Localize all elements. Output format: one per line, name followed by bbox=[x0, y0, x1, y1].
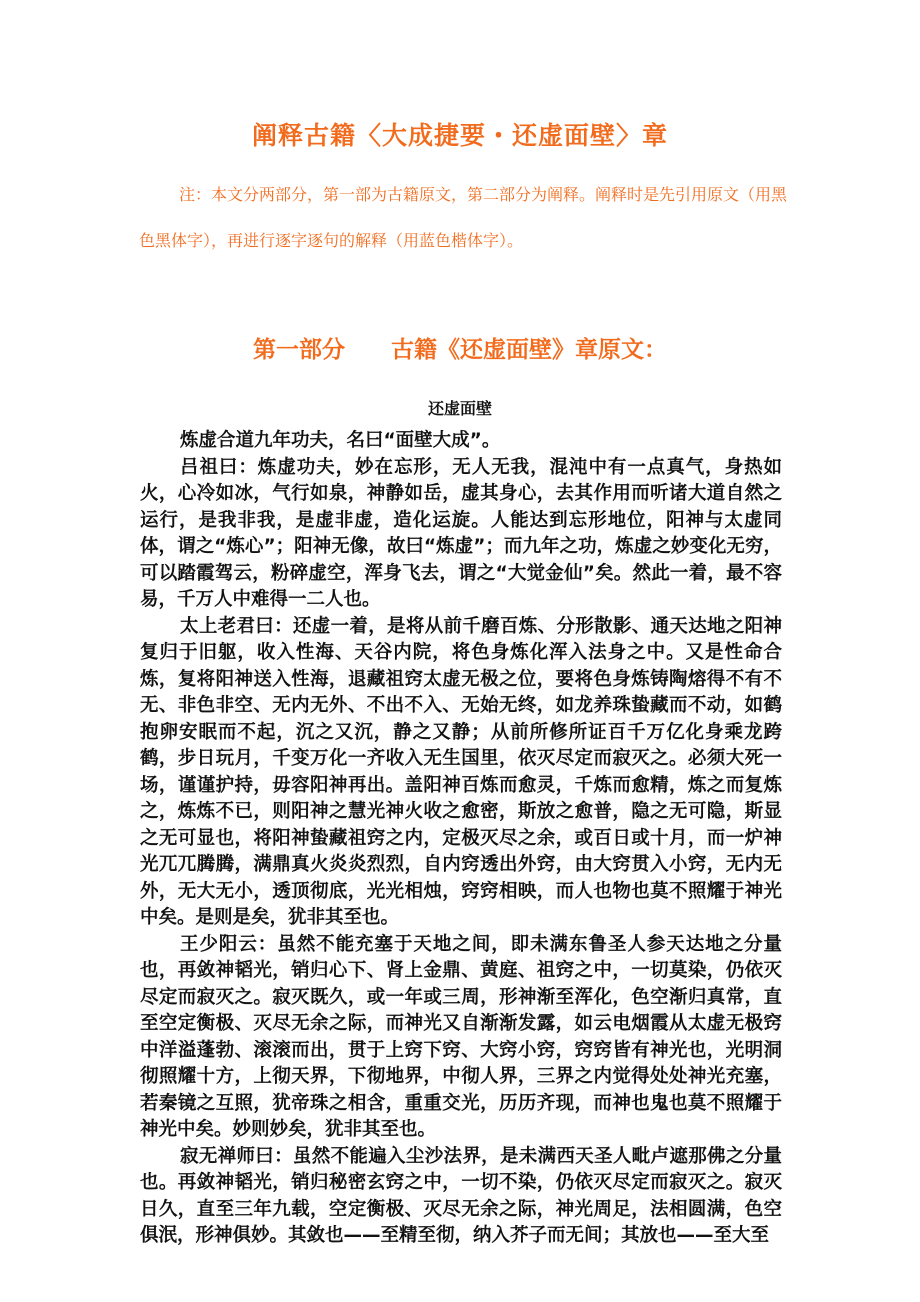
section-heading: 还虚面壁 bbox=[427, 399, 492, 418]
paragraph: 寂无禅师曰：虽然不能遍入尘沙法界，是未满西天圣人毗卢遮那佛之分量也。再敛神韬光，销归秘密玄窍之中，一切不染，仍依灭尽定而寂灭之。寂灭日久，直至三年九载，空定衡极、灭尽无余之际，神光周足，法相圆满，色空俱泯，形神俱妙。其敛也——至精至彻，纳入芥子而无间；其放也——至大至 bbox=[140, 1145, 782, 1246]
part-one-heading: 第一部分 古籍《还虚面壁》章原文： bbox=[253, 337, 667, 363]
paragraph: 炼虚合道九年功夫，名曰“面壁大成”。 bbox=[180, 430, 501, 451]
paragraph: 王少阳云：虽然不能充塞于天地之间，即未满东鲁圣人参天达地之分量也，再敛神韬光，销归心下、肾上金鼎、黄庭、祖窍之中，一切莫染，仍依灭尽定而寂灭之。寂灭既久，或一年或三周，形神渐至浑化，色空渐归真常，直至空定衡极、灭尽无余之际，而神光又自渐渐发露，如云电烟霞从太虚无极窍中洋溢蓬勃、滚滚而出，贯于上窍下窍、大窍小窍，窍窍皆有神光也，光明洞彻照耀十方，上彻天界，下彻地界，中彻人界，三界之内觉得处处神光充塞，若秦镜之互照，犹帝珠之相含，重重交光，历历齐现，而神也鬼也莫不照耀于神光中矣。妙则妙矣，犹非其至也。 bbox=[140, 933, 782, 1140]
paragraph: 太上老君曰：还虚一着，是将从前千磨百炼、分形散影、通天达地之阳神复归于旧躯，收入性海、天谷内院，将色身炼化浑入法身之中。又是性命合炼，复将阳神送入性海，退藏祖窍太虚无极之位，要将色身炼铸陶熔得不有不无、非色非空、无内无外、不出不入、无始无终，如龙养珠蛰藏而不动，如鹤抱卵安眠而不起，沉之又沉，静之又静；从前所修所证百千万亿化身乘龙跨鹤，步日玩月，千变万化一齐收入无生国里，依灭尽定而寂灭之。必须大死一场，谨谨护持，毋容阳神再出。盖阳神百炼而愈灵，千炼而愈精，炼之而复炼之，炼炼不已，则阳神之慧光神火收之愈密，斯放之愈普，隐之无可隐，斯显之无可显也，将阳神蛰藏祖窍之内，定极灭尽之余，或百日或十月，而一炉神光兀兀腾腾，满鼎真火炎炎烈烈，自内窍透出外窍，由大窍贯入小窍，无内无外，无大无小，透顶彻底，光光相烛，窍窍相映，而人也物也莫不照耀于神光中矣。是则是矣，犹非其至也。 bbox=[140, 615, 782, 928]
editor-note: 注：本文分两部分，第一部为古籍原文，第二部分为阐释。阐释时是先引用原文（用黑色黑体字），再进行逐字逐句的解释（用蓝色楷体字）。 bbox=[139, 185, 788, 250]
document-title: 阐释古籍〈大成捷要・还虚面壁〉章 bbox=[251, 121, 668, 150]
original-text-body bbox=[140, 428, 782, 1250]
paragraph: 吕祖曰：炼虚功夫，妙在忘形，无人无我，混沌中有一点真气，身热如火，心冷如冰，气行如泉，神静如岳，虚其身心，去其作用而听诸大道自然之运行，是我非我，是虚非虚，造化运旋。人能达到忘形地位，阳神与太虚同体，谓之“炼心”；阳神无像，故曰“炼虚”；而九年之功，炼虚之妙变化无穷，可以踏霞驾云，粉碎虚空，浑身飞去，谓之“大觉金仙”矣。然此一着，最不容易，千万人中难得一二人也。 bbox=[140, 456, 782, 610]
